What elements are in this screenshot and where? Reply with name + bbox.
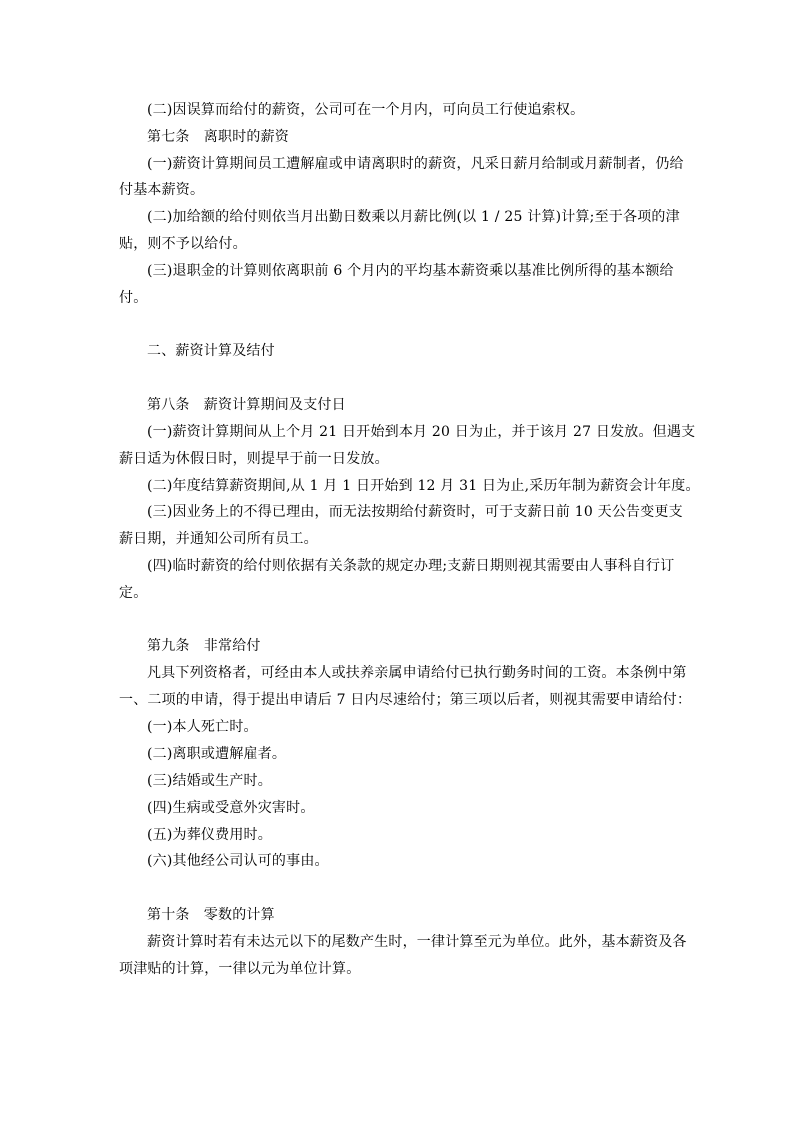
article-8-item-3-text-cont: 薪日期，并通知公司所有员工。	[119, 531, 318, 547]
article-7-item-1-text: (一)薪资计算期间员工遭解雇或申请离职时的薪资，凡采日薪月给制或月薪制者，仍给	[147, 156, 684, 172]
article-8-item-1-text: (一)薪资计算期间从上个月 21 日开始到本月 20 日为止，并于该月 27 日发放。但遇支	[147, 424, 696, 440]
article-7-item-2-text-cont: 贴，则不予以给付。	[119, 236, 247, 252]
article-8-item-4-text: (四)临时薪资的给付则依据有关条款的规定办理;支薪日期则视其需要由人事科自行订	[147, 558, 675, 574]
article-9-item-4: (四)生病或受意外灾害时。	[147, 800, 315, 816]
clause-7-item-2-text: (二)因误算而给付的薪资，公司可在一个月内，可向员工行使追索权。	[147, 102, 585, 118]
article-9-item-1: (一)本人死亡时。	[147, 719, 258, 735]
article-9-item-3: (三)结婚或生产时。	[147, 773, 272, 789]
article-8-item-3-text: (三)因业务上的不得已理由，而无法按期给付薪资时，可于支薪日前 10 天公告变更支	[147, 504, 683, 520]
article-10-heading: 第十条 零数的计算	[147, 907, 275, 923]
section-2-heading: 二、薪资计算及结付	[147, 343, 275, 359]
article-9-intro-text-cont: 一、二项的申请，得于提出申请后 7 日内尽速给付；第三项以后者，则视其需要申请给付：	[119, 692, 692, 708]
article-9-item-2: (二)离职或遭解雇者。	[147, 746, 287, 762]
article-7-item-3-text: (三)退职金的计算则依离职前 6 个月内的平均基本薪资乘以基准比例所得的基本额给	[147, 263, 674, 279]
article-10-text: 薪资计算时若有未达元以下的尾数产生时，一律计算至元为单位。此外，基本薪资及各	[147, 934, 687, 950]
article-7-item-1-text-cont: 付基本薪资。	[119, 182, 205, 198]
article-9-heading: 第九条 非常给付	[147, 638, 261, 654]
article-9-intro-text: 凡具下列资格者，可经由本人或扶养亲属申请给付已执行勤务时间的工资。本条例中第	[147, 665, 687, 681]
article-8-heading: 第八条 薪资计算期间及支付日	[147, 397, 346, 413]
article-8-item-1-text-cont: 薪日适为休假日时，则提早于前一日发放。	[119, 451, 389, 467]
article-7-heading: 第七条 离职时的薪资	[147, 129, 289, 145]
article-10-text-cont: 项津贴的计算，一律以元为单位计算。	[119, 961, 361, 977]
article-8-item-2-text: (二)年度结算薪资期间,从 1 月 1 日开始到 12 月 31 日为止,采历年制为薪资会计年度。	[147, 478, 700, 494]
article-7-item-3-text-cont: 付。	[119, 290, 148, 306]
article-9-item-5: (五)为葬仪费用时。	[147, 827, 272, 843]
article-8-item-4-text-cont: 定。	[119, 585, 148, 601]
article-9-item-6: (六)其他经公司认可的事由。	[147, 853, 329, 869]
article-7-item-2-text: (二)加给额的给付则依当月出勤日数乘以月薪比例(以 1 / 25 计算)计算;至于各项的津	[147, 209, 680, 225]
